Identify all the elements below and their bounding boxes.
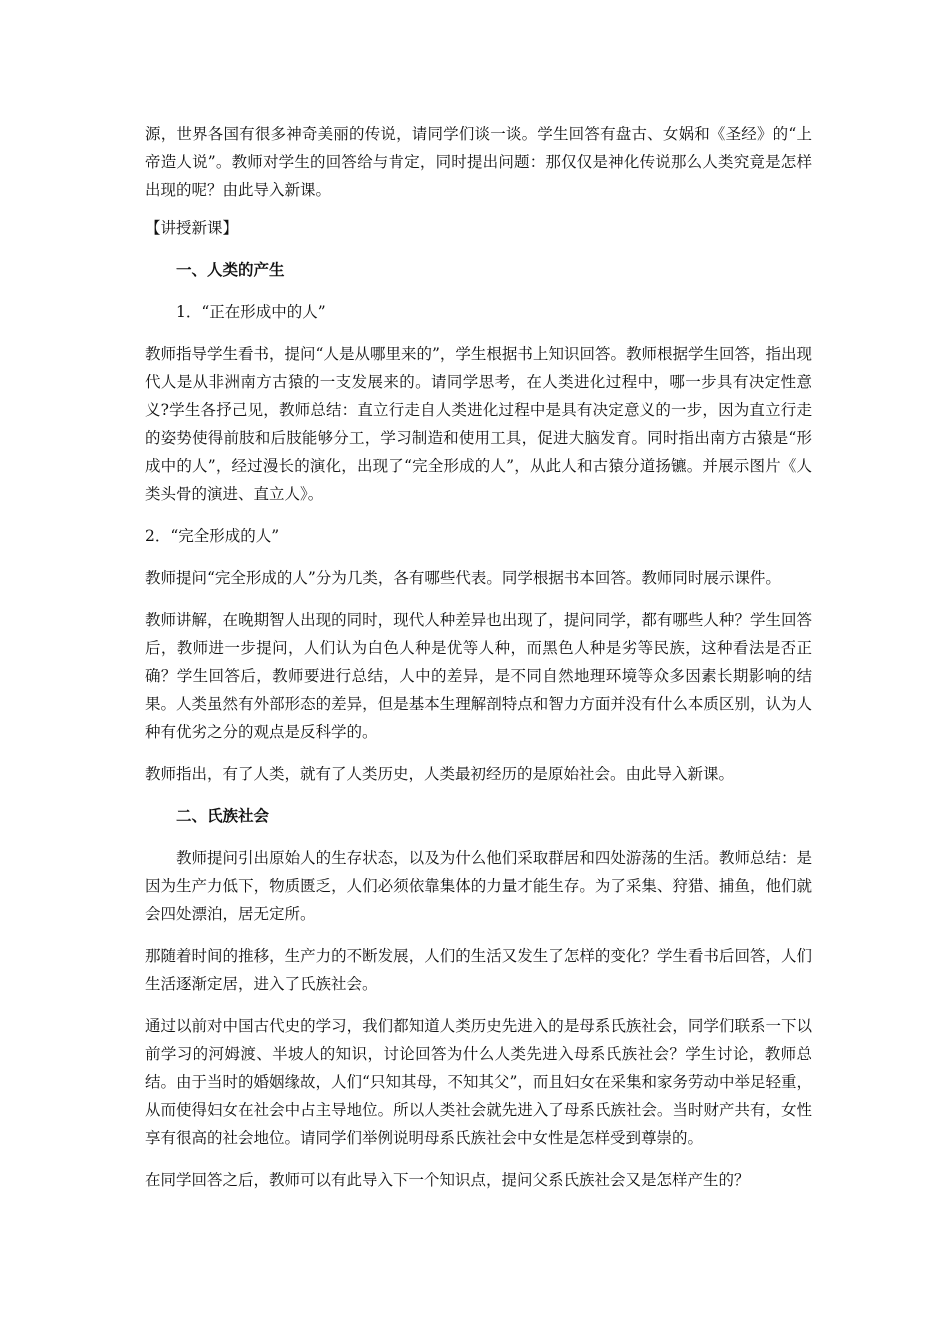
section-label-new-lesson: 【讲授新课】 xyxy=(145,219,239,237)
paragraph-evolution: 教师指导学生看书，提问“人是从哪里来的”，学生根据书上知识回答。教师根据学生回答，指出现代人是从非洲南方古猿的一支发展来的。请同学思考，在人类进化过程中，哪一步具有决定性意义?学生各抒己见，教师总结：直立行走自人类进化过程中是具有决定意义的一步，因为直立行走的姿势使得前肢和后肢能够分工，学习制造和使用工具，促进大脑发育。同时指出南方古猿是“形成中的人”，经过漫长的演化，出现了“完全形成的人”，从此人和古猿分道扬镳。并展示图片《人类头骨的演进、直立人》。 xyxy=(145,345,812,503)
paragraph-settlement: 那随着时间的推移，生产力的不断发展，人们的生活又发生了怎样的变化？学生看书后回答，人们生活逐渐定居，进入了氏族社会。 xyxy=(145,947,812,993)
subheading-complete-human: 2．“完全形成的人” xyxy=(145,527,280,545)
heading-clan-society: 二、氏族社会 xyxy=(176,806,270,825)
intro-paragraph: 源，世界各国有很多神奇美丽的传说，请同学们谈一谈。学生回答有盘古、女娲和《圣经》的“上帝造人说”。教师对学生的回答给与肯定，同时提出问题：那仅仅是神化传说那么人类究竟是怎样出现的呢？由此导入新课。 xyxy=(145,125,812,199)
paragraph-transition: 教师指出，有了人类，就有了人类历史，人类最初经历的是原始社会。由此导入新课。 xyxy=(145,765,735,783)
paragraph-primitive-life: 教师提问引出原始人的生存状态，以及为什么他们采取群居和四处游荡的生活。教师总结：是因为生产力低下，物质匮乏，人们必须依靠集体的力量才能生存。为了采集、狩猎、捕鱼，他们就会四处漂泊，居无定所。 xyxy=(145,849,812,923)
paragraph-complete-human: 教师提问“完全形成的人”分为几类，各有哪些代表。同学根据书本回答。教师同时展示课件。 xyxy=(145,569,781,587)
paragraph-patriarchal-question: 在同学回答之后，教师可以有此导入下一个知识点，提问父系氏族社会又是怎样产生的？ xyxy=(145,1171,750,1189)
paragraph-matriarchal: 通过以前对中国古代史的学习，我们都知道人类历史先进入的是母系氏族社会，同学们联系一下以前学习的河姆渡、半坡人的知识，讨论回答为什么人类先进入母系氏族社会？学生讨论，教师总结。由于当时的婚姻缘故，人们“只知其母，不知其父”，而且妇女在采集和家务劳动中举足轻重，从而使得妇女在社会中占主导地位。所以人类社会就先进入了母系氏族社会。当时财产共有，女性享有很高的社会地位。请同学们举例说明母系氏族社会中女性是怎样受到尊崇的。 xyxy=(145,1017,812,1147)
heading-human-origin: 一、人类的产生 xyxy=(176,260,285,279)
subheading-forming-human: 1．“正在形成中的人” xyxy=(176,303,326,321)
paragraph-races: 教师讲解，在晚期智人出现的同时，现代人种差异也出现了，提问同学，都有哪些人种？学生回答后，教师进一步提问，人们认为白色人种是优等人种，而黑色人种是劣等民族，这种看法是否正确？学生回答后，教师要进行总结，人中的差异，是不同自然地理环境等众多因素长期影响的结果。人类虽然有外部形态的差异，但是基本生理解剖特点和智力方面并没有什么本质区别，认为人种有优劣之分的观点是反科学的。 xyxy=(145,611,812,741)
